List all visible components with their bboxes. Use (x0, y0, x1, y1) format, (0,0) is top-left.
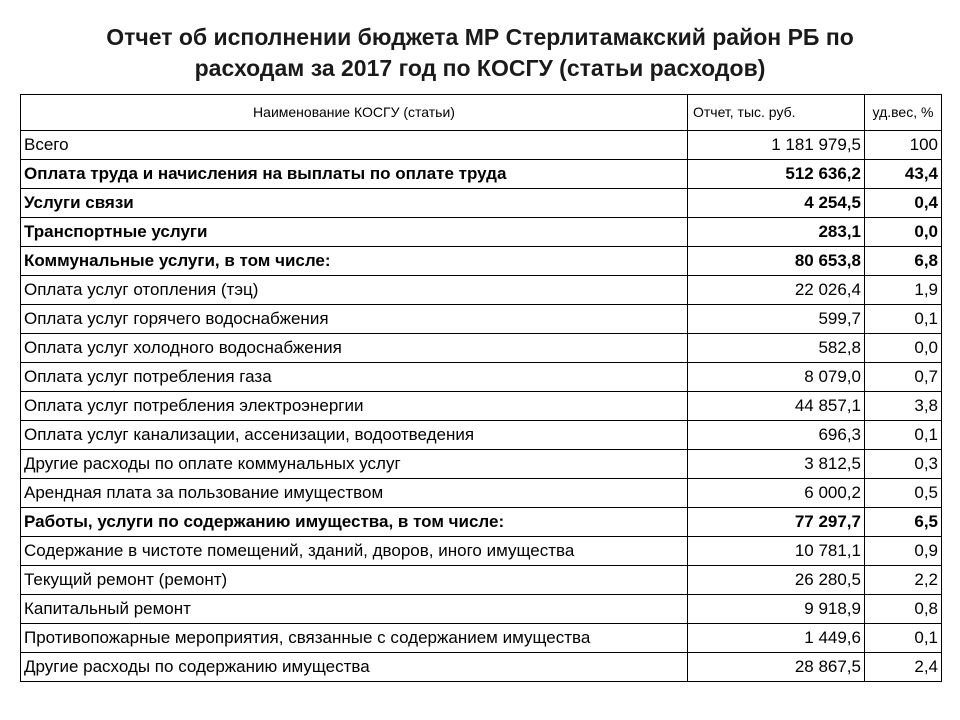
row-share-cell: 3,8 (865, 392, 942, 421)
table-row (21, 624, 942, 653)
row-value-cell: 9 918,9 (688, 595, 865, 624)
row-value-cell: 8 079,0 (688, 363, 865, 392)
table-row (21, 218, 942, 247)
row-value-cell: 6 000,2 (688, 479, 865, 508)
row-share-cell: 0,0 (865, 334, 942, 363)
row-share-cell: 0,5 (865, 479, 942, 508)
row-share-cell: 0,8 (865, 595, 942, 624)
row-share-cell: 0,1 (865, 305, 942, 334)
table-row (21, 189, 942, 218)
table-row (21, 537, 942, 566)
row-name-cell: Оплата услуг канализации, ассенизации, водоотведения (21, 421, 688, 450)
row-name-cell: Арендная плата за пользование имуществом (21, 479, 688, 508)
row-share-cell: 0,9 (865, 537, 942, 566)
table-row (21, 247, 942, 276)
row-name-cell: Оплата услуг потребления электроэнергии (21, 392, 688, 421)
row-share-cell: 0,3 (865, 450, 942, 479)
table-row (21, 392, 942, 421)
row-name-cell: Оплата услуг отопления (тэц) (21, 276, 688, 305)
row-name-cell: Услуги связи (21, 189, 688, 218)
row-name-cell: Другие расходы по оплате коммунальных услуг (21, 450, 688, 479)
table-header-row (21, 95, 942, 131)
row-share-cell: 6,8 (865, 247, 942, 276)
header-share: уд.вес, % (865, 95, 942, 131)
table-row (21, 131, 942, 160)
row-name-cell: Работы, услуги по содержанию имущества, в том числе: (21, 508, 688, 537)
row-value-cell: 3 812,5 (688, 450, 865, 479)
row-name-cell: Транспортные услуги (21, 218, 688, 247)
header-name: Наименование КОСГУ (статьи) (21, 95, 688, 131)
row-name-cell: Капитальный ремонт (21, 595, 688, 624)
row-value-cell: 1 181 979,5 (688, 131, 865, 160)
header-value: Отчет, тыс. руб. (688, 95, 865, 131)
row-value-cell: 599,7 (688, 305, 865, 334)
row-share-cell: 0,4 (865, 189, 942, 218)
row-value-cell: 22 026,4 (688, 276, 865, 305)
table-row (21, 421, 942, 450)
row-name-cell: Противопожарные мероприятия, связанные с содержанием имущества (21, 624, 688, 653)
table-row (21, 566, 942, 595)
row-share-cell: 43,4 (865, 160, 942, 189)
row-value-cell: 1 449,6 (688, 624, 865, 653)
row-name-cell: Оплата труда и начисления на выплаты по оплате труда (21, 160, 688, 189)
row-name-cell: Содержание в чистоте помещений, зданий, дворов, иного имущества (21, 537, 688, 566)
table-body (21, 131, 942, 682)
row-value-cell: 28 867,5 (688, 653, 865, 682)
row-name-cell: Текущий ремонт (ремонт) (21, 566, 688, 595)
row-share-cell: 0,7 (865, 363, 942, 392)
row-value-cell: 283,1 (688, 218, 865, 247)
table-row (21, 595, 942, 624)
table-row (21, 653, 942, 682)
table-row (21, 334, 942, 363)
table-row (21, 508, 942, 537)
table-row (21, 479, 942, 508)
row-value-cell: 582,8 (688, 334, 865, 363)
row-value-cell: 512 636,2 (688, 160, 865, 189)
table-row (21, 363, 942, 392)
table-row (21, 305, 942, 334)
row-value-cell: 26 280,5 (688, 566, 865, 595)
row-share-cell: 0,1 (865, 624, 942, 653)
row-name-cell: Оплата услуг потребления газа (21, 363, 688, 392)
row-share-cell: 6,5 (865, 508, 942, 537)
row-share-cell: 1,9 (865, 276, 942, 305)
row-value-cell: 44 857,1 (688, 392, 865, 421)
row-share-cell: 2,4 (865, 653, 942, 682)
row-share-cell: 2,2 (865, 566, 942, 595)
page-title-line-2: расходам за 2017 год по КОСГУ (статьи расходов) (194, 55, 766, 81)
row-share-cell: 100 (865, 131, 942, 160)
row-name-cell: Оплата услуг горячего водоснабжения (21, 305, 688, 334)
table-row (21, 450, 942, 479)
table-row (21, 160, 942, 189)
table-row (21, 276, 942, 305)
row-value-cell: 10 781,1 (688, 537, 865, 566)
row-share-cell: 0,1 (865, 421, 942, 450)
row-value-cell: 77 297,7 (688, 508, 865, 537)
row-value-cell: 696,3 (688, 421, 865, 450)
row-name-cell: Другие расходы по содержанию имущества (21, 653, 688, 682)
row-name-cell: Коммунальные услуги, в том числе: (21, 247, 688, 276)
row-value-cell: 80 653,8 (688, 247, 865, 276)
page-title (20, 22, 940, 84)
row-value-cell: 4 254,5 (688, 189, 865, 218)
row-share-cell: 0,0 (865, 218, 942, 247)
row-name-cell: Оплата услуг холодного водоснабжения (21, 334, 688, 363)
page-title-line-1: Отчет об исполнении бюджета МР Стерлитамакский район РБ по (106, 24, 854, 50)
budget-table (20, 94, 942, 682)
row-name-cell: Всего (21, 131, 688, 160)
